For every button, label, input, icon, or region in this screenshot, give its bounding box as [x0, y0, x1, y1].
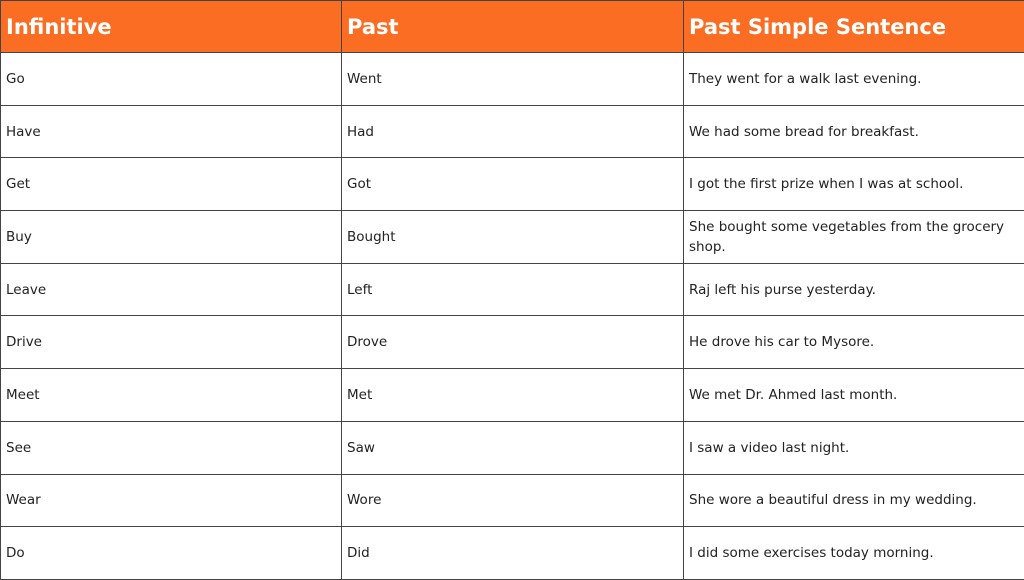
table-body	[1, 53, 1024, 580]
cell-past: Met	[342, 369, 684, 422]
table-row	[1, 369, 1024, 422]
header-past-simple-sentence: Past Simple Sentence	[684, 1, 1024, 53]
header-row	[1, 1, 1024, 53]
cell-infinitive: Wear	[1, 474, 342, 527]
cell-infinitive: Buy	[1, 211, 342, 264]
table-row	[1, 211, 1024, 264]
cell-sentence: He drove his car to Mysore.	[684, 316, 1024, 369]
cell-sentence: I got the first prize when I was at school.	[684, 158, 1024, 211]
cell-past: Had	[342, 105, 684, 158]
cell-past: Did	[342, 527, 684, 580]
table-row	[1, 158, 1024, 211]
cell-sentence: She bought some vegetables from the grocery shop.	[684, 211, 1024, 264]
cell-past: Got	[342, 158, 684, 211]
table-row	[1, 474, 1024, 527]
cell-sentence: We had some bread for breakfast.	[684, 105, 1024, 158]
cell-sentence: They went for a walk last evening.	[684, 53, 1024, 106]
header-infinitive: Infinitive	[1, 1, 342, 53]
cell-past: Left	[342, 263, 684, 316]
cell-sentence: Raj left his purse yesterday.	[684, 263, 1024, 316]
cell-past: Wore	[342, 474, 684, 527]
cell-infinitive: Meet	[1, 369, 342, 422]
table-row	[1, 316, 1024, 369]
cell-past: Drove	[342, 316, 684, 369]
cell-infinitive: Drive	[1, 316, 342, 369]
cell-sentence: She wore a beautiful dress in my wedding.	[684, 474, 1024, 527]
cell-sentence: I saw a video last night.	[684, 421, 1024, 474]
cell-sentence: We met Dr. Ahmed last month.	[684, 369, 1024, 422]
cell-sentence: I did some exercises today morning.	[684, 527, 1024, 580]
table-header	[1, 1, 1024, 53]
table-row	[1, 421, 1024, 474]
cell-infinitive: See	[1, 421, 342, 474]
cell-infinitive: Go	[1, 53, 342, 106]
cell-infinitive: Have	[1, 105, 342, 158]
cell-past: Bought	[342, 211, 684, 264]
table-row	[1, 53, 1024, 106]
header-past: Past	[342, 1, 684, 53]
table-row	[1, 263, 1024, 316]
cell-past: Saw	[342, 421, 684, 474]
cell-past: Went	[342, 53, 684, 106]
cell-infinitive: Get	[1, 158, 342, 211]
table-row	[1, 527, 1024, 580]
table-row	[1, 105, 1024, 158]
cell-infinitive: Leave	[1, 263, 342, 316]
cell-infinitive: Do	[1, 527, 342, 580]
